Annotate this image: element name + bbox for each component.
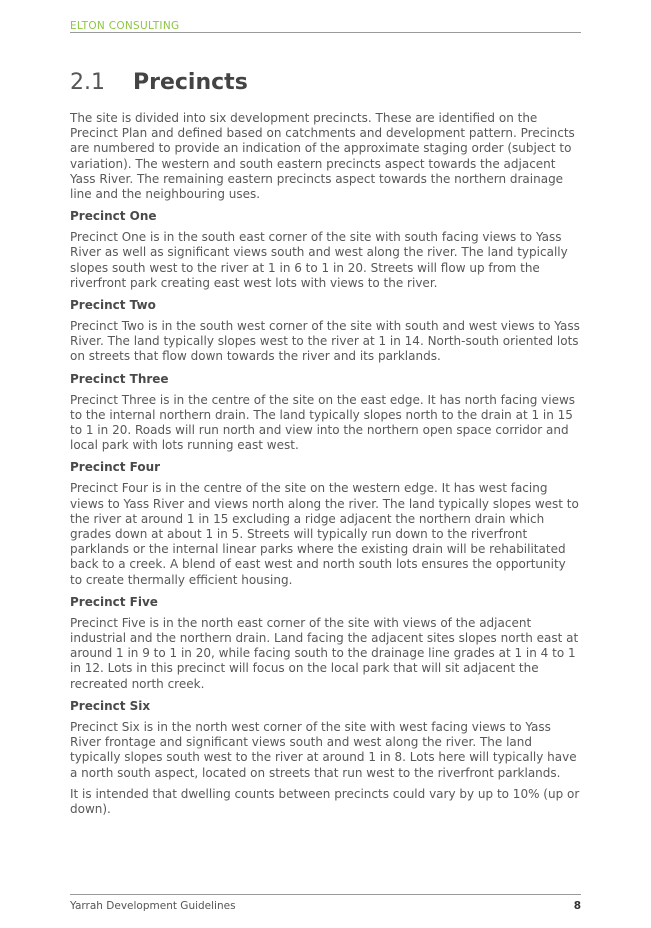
section-title: Precincts xyxy=(133,70,248,95)
precinct-paragraph: Precinct One is in the south east corner of the site with south facing views to Yass River as well as significant views south and west along the river. The land typically slopes south west to the river at 1 in 6 to 1 in 20. Streets will flow up from the riverfront park creating east west lots with views to the river. xyxy=(70,230,568,290)
page-content xyxy=(70,68,581,823)
section-number: 2.1 xyxy=(70,70,105,95)
brand-name: ELTON CONSULTING xyxy=(70,20,180,32)
precinct-paragraph: Precinct Six is in the north west corner of the site with west facing views to Yass River frontage and significant views south and west along the river. The land typically slopes south west to the river at around 1 in 8. Lots here will typically have a north south aspect, located on streets that run west to the riverfront parklands. xyxy=(70,719,577,780)
page-footer xyxy=(70,894,581,912)
intro-paragraph: The site is divided into six development precincts. These are identified on the Precinct Plan and defined based on catchments and development pattern. Precincts are numbered to provide an indication of the approximate staging order (subject to variation). The western and south eastern precincts aspect towards the adjacent Yass River. The remaining eastern precincts aspect towards the northern drainage line and the neighbouring uses. xyxy=(70,111,575,202)
precinct-paragraph: Precinct Four is in the centre of the site on the western edge. It has west facing views to Yass River and views north along the river. The land typically slopes west to the river at around 1 in 15 excluding a ridge adjacent the northern drain which grades down at about 1 in 5. Streets will typically run down to the riverfront parklands or the internal linear parks where the existing drain will be rehabilitated back to a creek. A blend of east west and north south lots ensures the opportunity to create thermally efficient housing. xyxy=(70,481,579,587)
precinct-heading: Precinct Five xyxy=(70,594,158,609)
precinct-paragraph: Precinct Five is in the north east corner of the site with views of the adjacent industrial and the northern drain. Land facing the adjacent sites slopes north east at around 1 in 9 to 1 in 20, while facing south to the drainage line grades at 1 in 4 to 1 in 12. Lots in this precinct will focus on the local park that will sit adjacent the recreated north creek. xyxy=(70,615,579,691)
closing-paragraph: It is intended that dwelling counts between precincts could vary by up to 10% (up or down). xyxy=(70,786,580,816)
precinct-heading: Precinct Two xyxy=(70,298,156,313)
precinct-heading: Precinct Three xyxy=(70,371,169,386)
page-number: 8 xyxy=(573,900,581,912)
precinct-heading: Precinct Four xyxy=(70,460,161,475)
precinct-heading: Precinct Six xyxy=(70,698,151,713)
precinct-paragraph: Precinct Two is in the south west corner of the site with south and west views to Yass River. The land typically slopes west to the river at 1 in 14. North-south oriented lots on streets that flow down towards the river and its parklands. xyxy=(70,319,580,364)
document-title: Yarrah Development Guidelines xyxy=(70,900,236,912)
precinct-heading: Precinct One xyxy=(70,209,157,224)
section-heading xyxy=(70,68,581,98)
page-header xyxy=(70,14,581,33)
precinct-paragraph: Precinct Three is in the centre of the site on the east edge. It has north facing views to the internal northern drain. The land typically slopes north to the drain at 1 in 15 to 1 in 20. Roads will run north and view into the northern open space corridor and local park with lots running east west. xyxy=(70,392,576,453)
